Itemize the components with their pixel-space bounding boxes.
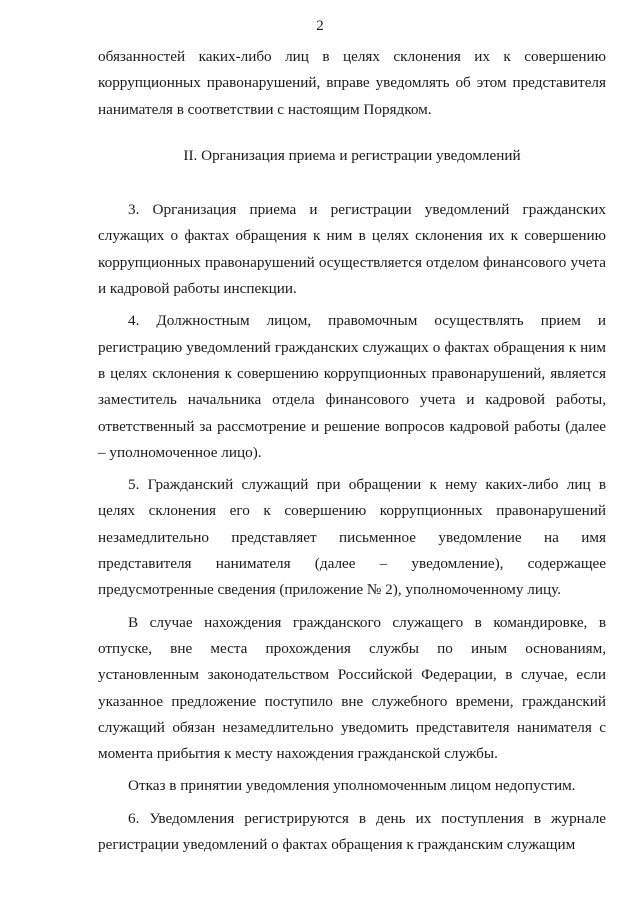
paragraph-6 [98, 806, 606, 859]
paragraph-text: В случае нахождения гражданского служащего в командировке, в отпуске, вне места прохождения службы по иным основаниям, установленным законодательством Российской Федерации, в случае, если указанное предложение поступило вне служебного времени, гражданский служащий обязан незамедлительно уведомить представителя нанимателя с момента прибытия к месту нахождения гражданской службы. [98, 613, 606, 763]
paragraph-text: Организация приема и регистрации уведомлений гражданских служащих о фактах обращения к ним в целях склонения их к совершению коррупционных правонарушений осуществляется отделом финансового учета и кадровой работы инспекции. [98, 201, 606, 298]
paragraph-5-continued [98, 610, 606, 768]
paragraph-number: 6. [128, 809, 140, 827]
paragraph-4 [98, 308, 606, 466]
page-number: 2 [316, 18, 324, 34]
paragraph-text: Отказ в принятии уведомления уполномоченным лицом недопустим. [128, 777, 576, 795]
paragraph-3 [98, 197, 606, 302]
continuation-paragraph: обязанностей каких-либо лиц в целях склонения их к совершению коррупционных правонарушений, вправе уведомлять об этом представителя нанимателя в соответствии с настоящим Порядком. [98, 48, 606, 118]
paragraph-refusal [98, 773, 606, 799]
paragraph-number: 4. [128, 312, 140, 330]
paragraph-text: Гражданский служащий при обращении к нему каких-либо лиц в целях склонения его к совершению коррупционных правонарушений незамедлительно представляет письменное уведомление на имя представителя нанимателя (далее – уведомление), содержащее предусмотренные сведения (приложение № 2), уполномоченному лицу. [98, 476, 607, 599]
paragraph-5 [98, 472, 606, 603]
paragraph-text: Должностным лицом, правомочным осуществлять прием и регистрацию уведомлений гражданских служащих о фактах обращения к ним в целях склонения к совершению коррупционных правонарушений, является заместитель начальника отдела финансового учета и кадровой работы, ответственный за рассмотрение и решение вопросов кадровой работы (далее – уполномоченное лицо). [98, 312, 607, 461]
paragraph-number: 5. [128, 476, 140, 494]
document-body [98, 44, 606, 858]
section-heading: II. Организация приема и регистрации уведомлений [183, 146, 521, 164]
paragraph-text: Уведомления регистрируются в день их поступления в журнале регистрации уведомлений о фактах обращения к гражданским служащим [98, 809, 607, 854]
paragraph-number: 3. [128, 201, 140, 219]
